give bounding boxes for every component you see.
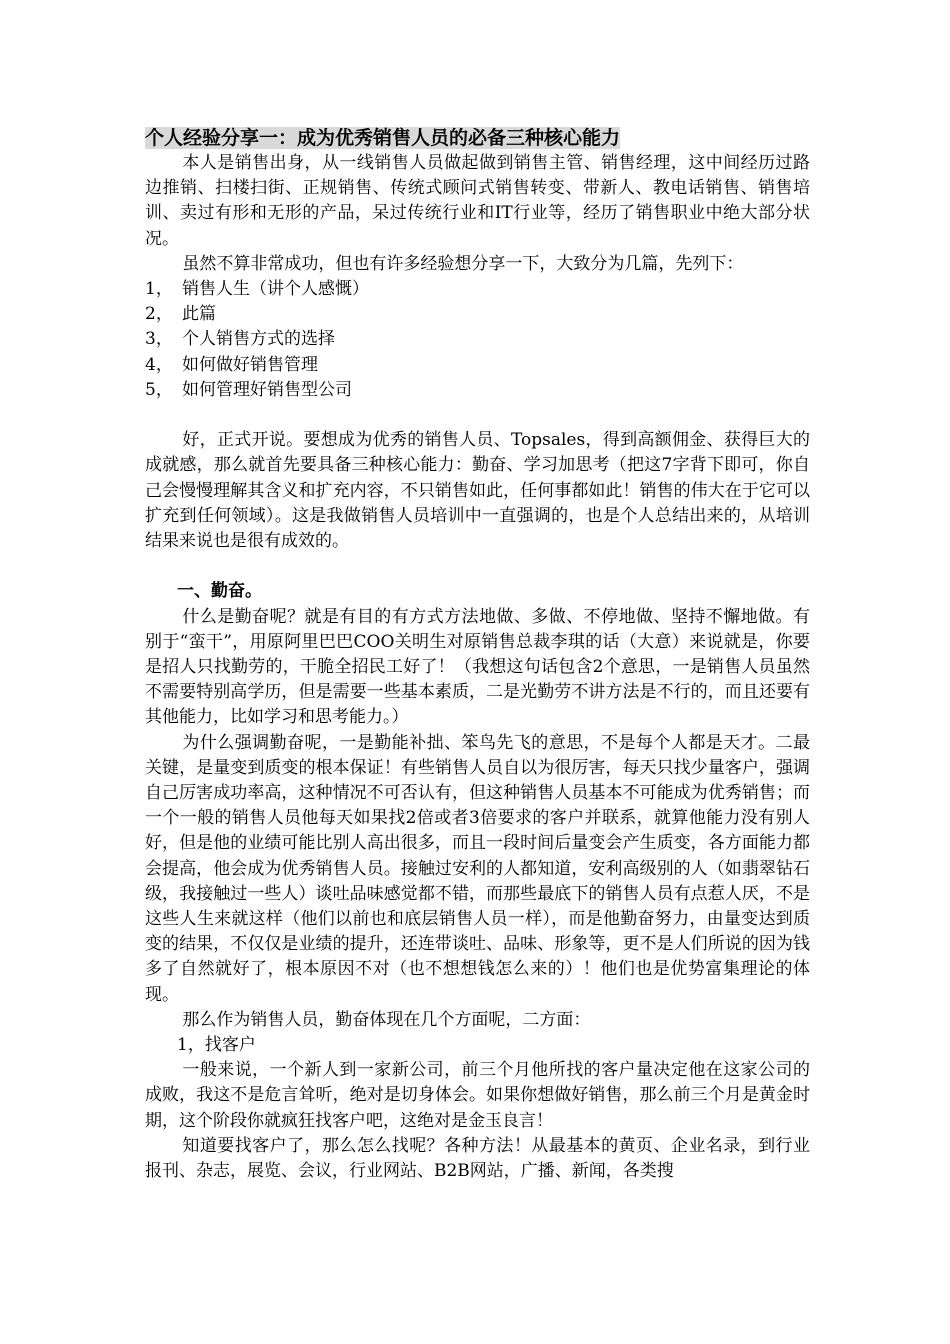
list-item: [145, 353, 810, 378]
list-item: [145, 378, 810, 403]
section-paragraph-4: 一般来说，一个新人到一家新公司，前三个月他所找的客户量决定他在这家公司的成败，我这不是危言耸听，绝对是切身体会。如果你想做好销售，那么前三个月是黄金时期，这个阶段你就疯狂找客户吧，这绝对是金玉良言！: [145, 1060, 810, 1131]
list-item-number: 4，: [145, 354, 173, 375]
section-paragraph-3: 那么作为销售人员，勤奋体现在几个方面呢，二方面：: [182, 1009, 591, 1030]
subitem-find-customers: 1，找客户: [177, 1035, 256, 1055]
section-paragraph-5: 知道要找客户了，那么怎么找呢？各种方法！从最基本的黄页、企业名录，到行业报刊、杂志，展览、会议，行业网站、B2B网站，广播、新闻，各类搜: [145, 1135, 810, 1182]
blank-line: [145, 403, 810, 428]
section-heading-diligence: 一、勤奋。: [177, 581, 262, 602]
document-title: [145, 126, 810, 151]
list-item-text: 如何管理好销售型公司: [182, 379, 352, 400]
intro-paragraph-2: 虽然不算非常成功，但也有许多经验想分享一下，大致分为几篇，先列下：: [182, 253, 744, 274]
list-item-number: 2，: [145, 304, 173, 325]
list-item-text: 个人销售方式的选择: [182, 329, 335, 350]
list-item: [145, 302, 810, 327]
series-list: [145, 277, 810, 403]
document-body: [145, 126, 810, 1184]
list-item-text: 如何做好销售管理: [182, 354, 318, 375]
list-item-number: 1，: [145, 279, 173, 300]
opening-paragraph: 好，正式开说。要想成为优秀的销售人员、Topsales，得到高额佣金、获得巨大的成就感，那么就首先要具备三种核心能力：勤奋、学习加思考（把这7字背下即可，你自己会慢慢理解其含义和扩充内容，不只销售如此，任何事都如此！销售的伟大在于它可以扩充到任何领域）。这是我做销售人员培训中一直强调的，也是个人总结出来的，从培训结果来说也是很有成效的。: [145, 430, 810, 551]
section-paragraph-2: 为什么强调勤奋呢，一是勤能补拙、笨鸟先飞的意思，不是每个人都是天才。二最关键，是量变到质变的根本保证！有些销售人员自以为很厉害，每天只找少量客户，强调自己厉害成功率高，这种情况不可否认有，但这种销售人员基本不可能成为优秀销售；而一个一般的销售人员他每天如果找2倍或者3倍要求的客户并联系，就算他能力没有别人好，但是他的业绩可能比别人高出很多，而且一段时间后量变会产生质变，各方面能力都会提高，他会成为优秀销售人员。接触过安利的人都知道，安利高级别的人（如翡翠钻石级，我接触过一些人）谈吐品味感觉都不错，而那些最底下的销售人员有点惹人厌，不是这些人生来就这样（他们以前也和底层销售人员一样），而是他勤奋努力，由量变达到质变的结果，不仅仅是业绩的提升，还连带谈吐、品味、形象等，更不是人们所说的因为钱多了自然就好了，根本原因不对（也不想想钱怎么来的）！他们也是优势富集理论的体现。: [145, 732, 810, 1005]
intro-paragraph-1: 本人是销售出身，从一线销售人员做起做到销售主管、销售经理，这中间经历过路边推销、扫楼扫街、正规销售、传统式顾问式销售转变、带新人、教电话销售、销售培训、卖过有形和无形的产品，呆过传统行业和IT行业等，经历了销售职业中绝大部分状况。: [145, 153, 810, 249]
list-item-number: 5，: [145, 379, 173, 400]
list-item-text: 此篇: [182, 304, 216, 325]
list-item-text: 销售人生（讲个人感慨）: [182, 279, 369, 300]
list-item: [145, 277, 810, 302]
section-paragraph-1: 什么是勤奋呢？就是有目的有方式方法地做、多做、不停地做、坚持不懈地做。有别于“蛮干”，用原阿里巴巴COO关明生对原销售总裁李琪的话（大意）来说就是，你要是招人只找勤劳的，干脆全招民工好了！（我想这句话包含2个意思，一是销售人员虽然不需要特别高学历，但是需要一些基本素质，二是光勤劳不讲方法是不行的，而且还要有其他能力，比如学习和思考能力。）: [145, 606, 810, 728]
blank-line: [145, 554, 810, 579]
list-item-number: 3，: [145, 329, 173, 350]
title-text: 个人经验分享一：成为优秀销售人员的必备三种核心能力: [145, 127, 621, 149]
list-item: [145, 327, 810, 352]
